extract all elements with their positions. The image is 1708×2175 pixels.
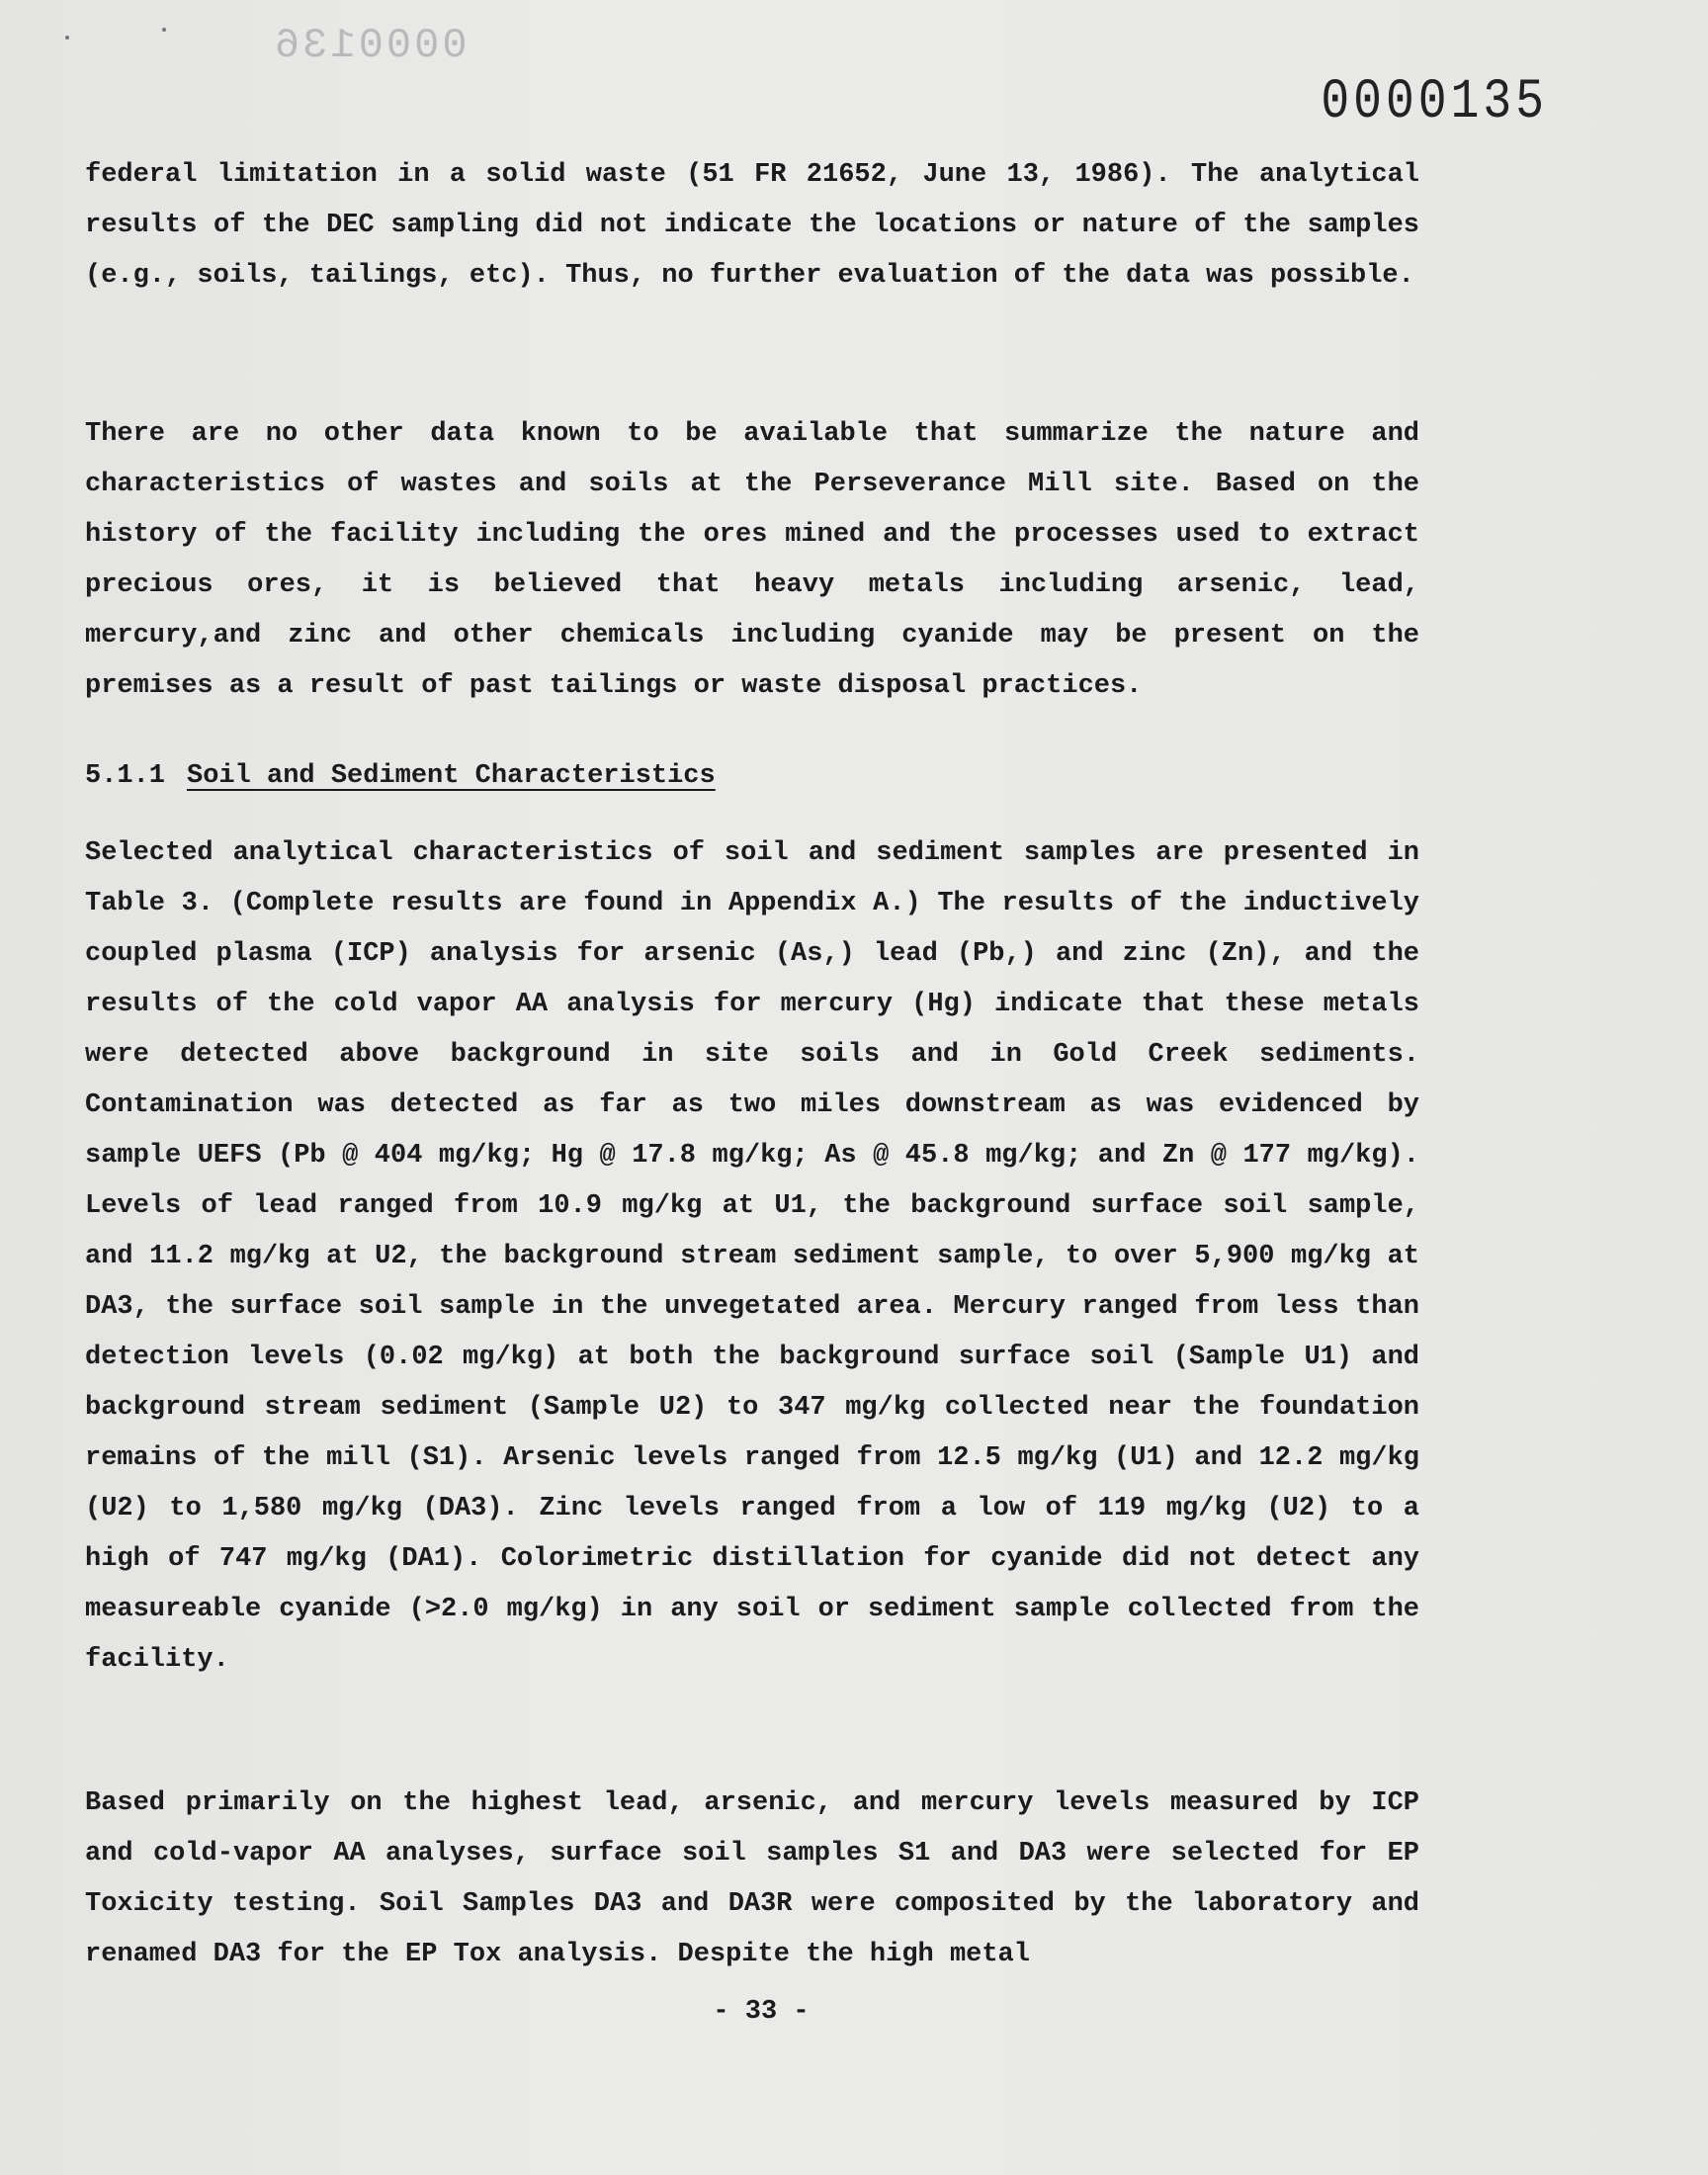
page-number: - 33 - (713, 1997, 810, 2027)
paragraph-3: Selected analytical characteristics of soil and sediment samples are presented in Table 3. (Complete results are found in Appendix A.) The results of the inductively coupled plasma (ICP) analysis for arsenic (As,) lead (Pb,) and zinc (Zn), and the results of the cold vapor AA analysis for mercury (Hg) indicate that these metals were detected above background in site soils and in Gold Creek sediments. Contamination was detected as far as two miles downstream as was evidenced by sample UEFS (Pb @ 404 mg/kg; Hg @ 17.8 mg/kg; As @ 45.8 mg/kg; and Zn @ 177 mg/kg). Levels of lead ranged from 10.9 mg/kg at U1, the background surface soil sample, and 11.2 mg/kg at U2, the background stream sediment sample, to over 5,900 mg/kg at DA3, the surface soil sample in the unvegetated area. Mercury ranged from less than detection levels (0.02 mg/kg) at both the background surface soil (Sample U1) and background stream sediment (Sample U2) to 347 mg/kg collected near the foundation remains of the mill (S1). Arsenic levels ranged from 12.5 mg/kg (U1) and 12.2 mg/kg (U2) to 1,580 mg/kg (DA3). Zinc levels ranged from a low of 119 mg/kg (U2) to a high of 747 mg/kg (DA1). Colorimetric distillation for cyanide did not detect any measureable cyanide (>2.0 mg/kg) in any soil or sediment sample collected from the facility. (85, 838, 1419, 1675)
paragraph-1: federal limitation in a solid waste (51 FR 21652, June 13, 1986). The analytical results of the DEC sampling did not indicate the locations or nature of the samples (e.g., soils, tailings, etc). Thus, no further evaluation of the data was possible. (85, 160, 1419, 291)
section-number: 5.1.1 (85, 761, 166, 791)
scan-speck (162, 28, 166, 32)
section-heading (85, 761, 716, 791)
faded-document-number-stamp: 0000136 (272, 22, 468, 69)
paragraph-4: Based primarily on the highest lead, arsenic, and mercury levels measured by ICP and cold-vapor AA analyses, surface soil samples S1 and DA3 were selected for EP Toxicity testing. Soil Samples DA3 and DA3R were composited by the laboratory and renamed DA3 for the EP Tox analysis. Despite the high metal (85, 1788, 1419, 1969)
section-title: Soil and Sediment Characteristics (187, 761, 716, 791)
paragraph-2: There are no other data known to be available that summarize the nature and characteristics of wastes and soils at the Perseverance Mill site. Based on the history of the facility including the ores mined and the processes used to extract precious ores, it is believed that heavy metals including arsenic, lead, mercury,and zinc and other chemicals including cyanide may be present on the premises as a result of past tailings or waste disposal practices. (85, 419, 1419, 701)
scan-speck (65, 36, 69, 40)
document-number-stamp: 0000135 (1321, 71, 1548, 134)
